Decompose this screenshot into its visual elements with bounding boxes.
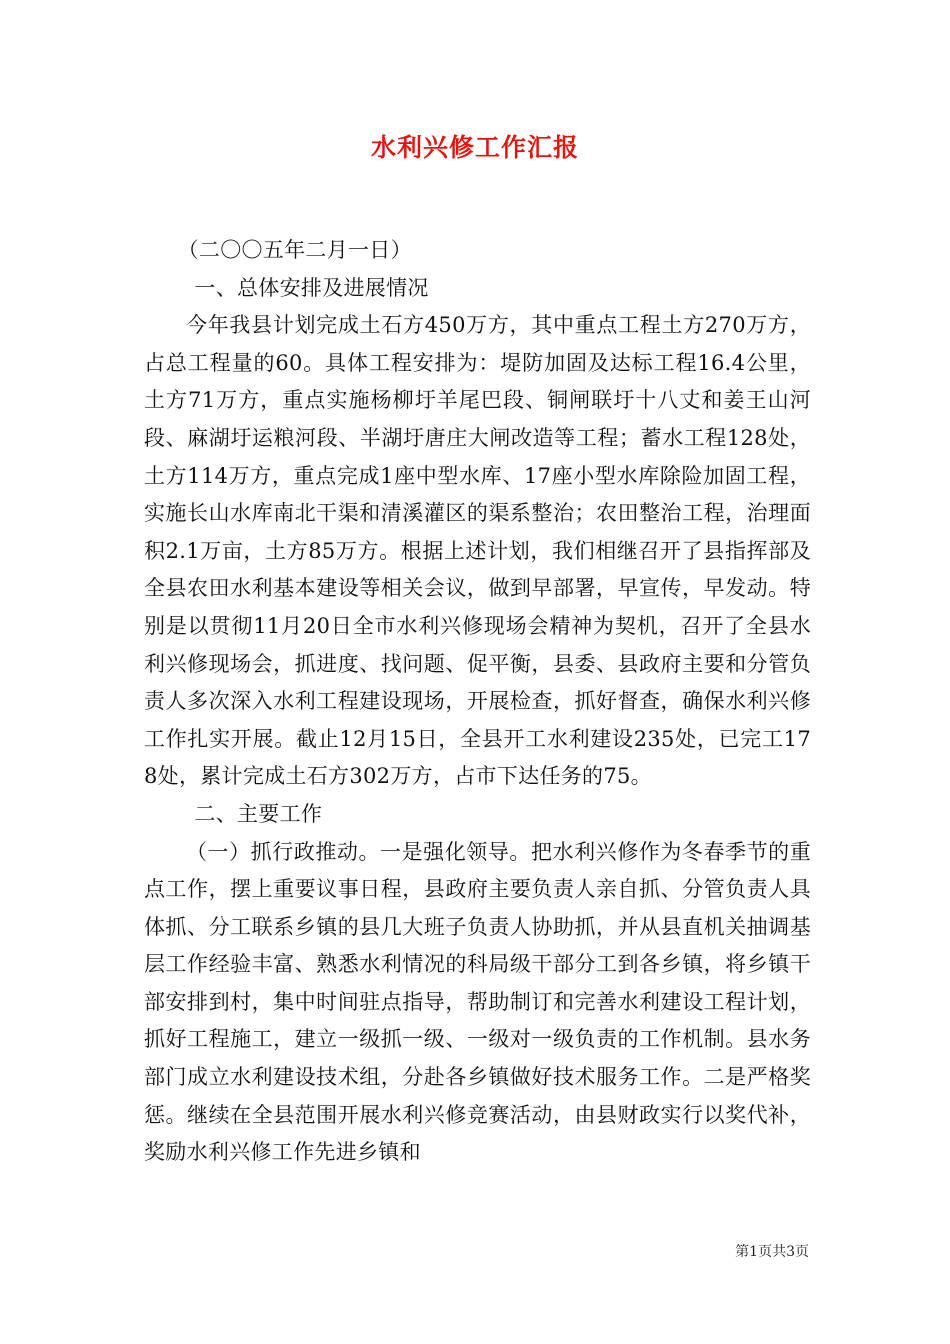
paragraph-main-work: （一）抓行政推动。一是强化领导。把水利兴修作为冬春季节的重点工作，摆上重要议事日程，县政府主要负责人亲自抓、分管负责人具体抓、分工联系乡镇的县几大班子负责人协助抓，并从县直机关抽调基层工作经验丰富、熟悉水利情况的科局级干部分工到各乡镇，将乡镇干部安排到村，集中时间驻点指导，帮助制订和完善水利建设工程计划，抓好工程施工，建立一级抓一级、一级对一级负责的工作机制。县水务部门成立水利建设技术组，分赴各乡镇做好技术服务工作。二是严格奖惩。继续在全县范围开展水利兴修竞赛活动，由县财政实行以奖代补，奖励水利兴修工作先进乡镇和 <box>144 839 811 1165</box>
document-title: 水利兴修工作汇报 <box>370 133 579 162</box>
report-date: （二〇〇五年二月一日） <box>177 238 412 262</box>
page-number: 第1页共3页 <box>735 1244 809 1260</box>
paragraph-overview: 今年我县计划完成土石方450万方，其中重点工程土方270万方，占总工程量的60。具体工程安排为：堤防加固及达标工程16.4公里，土方71万方，重点实施杨柳圩羊尾巴段、铜闸联圩十八丈和姜王山河段、麻湖圩运粮河段、半湖圩唐庄大闸改造等工程；蓄水工程128处，土方114万方，重点完成1座中型水库、17座小型水库除险加固工程，实施长山水库南北干渠和清溪灌区的渠系整治；农田整治工程，治理面积2.1万亩，土方85万方。根据上述计划，我们相继召开了县指挥部及全县农田水利基本建设等相关会议，做到早部署，早宣传，早发动。特别是以贯彻11月20日全市水利兴修现场会精神为契机，召开了全县水利兴修现场会，抓进度、找问题、促平衡，县委、县政府主要和分管负责人多次深入水利工程建设现场，开展检查，抓好督查，确保水利兴修工作扎实开展。截止12月15日，全县开工水利建设235处，已完工178处，累计完成土石方302万方，占市下达任务的75。 <box>144 313 811 789</box>
section-heading-main-work: 二、主要工作 <box>194 801 323 826</box>
document-body <box>144 232 811 1172</box>
section-heading-overview: 一、总体安排及进展情况 <box>194 275 429 300</box>
